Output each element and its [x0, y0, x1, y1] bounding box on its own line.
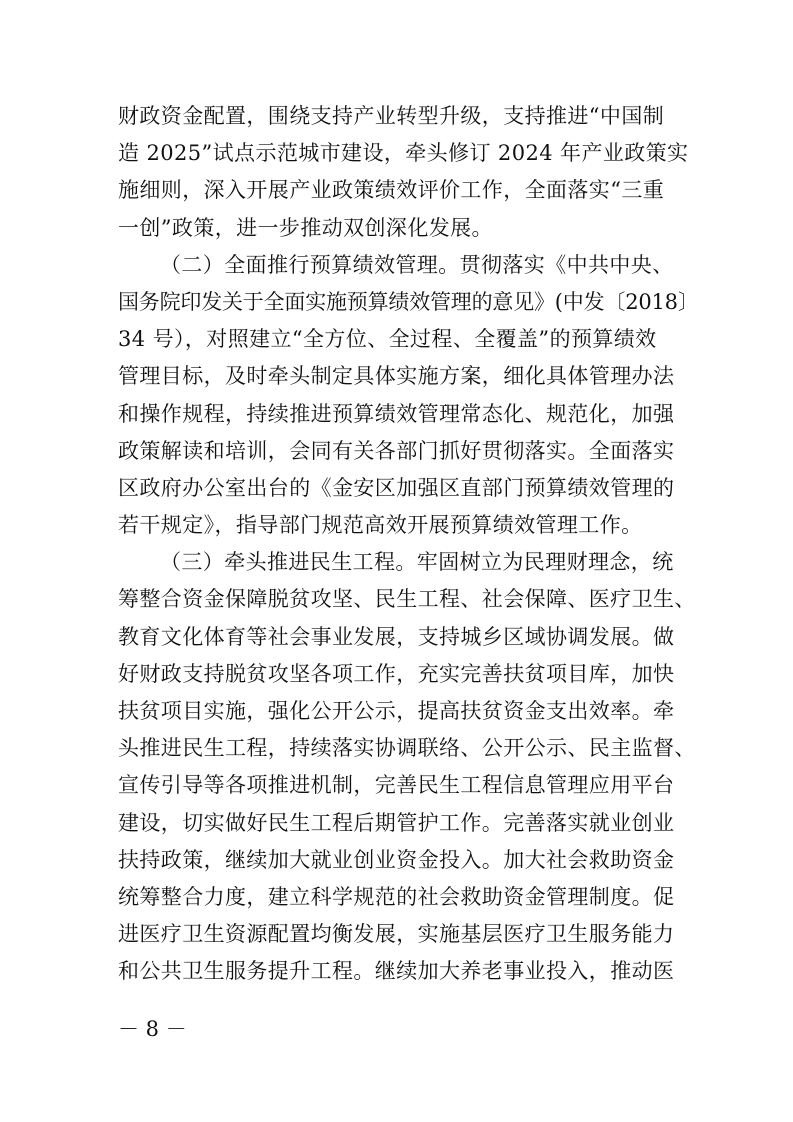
text-line: 宣传引导等各项推进机制，完善民生工程信息管理应用平台 [118, 773, 675, 798]
text-line: 好财政支持脱贫攻坚各项工作，充实完善扶贫项目库，加快 [118, 661, 675, 686]
page-number: － 8 － [118, 1017, 187, 1041]
text-line: 扶贫项目实施，强化公开公示，提高扶贫资金支出效率。牵 [118, 699, 675, 723]
text-line: 若干规定》，指导部门规范高效开展预算绩效管理工作。 [118, 513, 643, 538]
text-line: 34 号），对照建立“全方位、全过程、全覆盖”的预算绩效 [118, 327, 657, 352]
text-line: 区政府办公室出台的《金安区加强区直部门预算绩效管理的 [118, 475, 675, 500]
text-line: 一创”政策，进一步推动双创深化发展。 [118, 215, 493, 240]
text-line: 政策解读和培训，会同有关各部门抓好贯彻落实。全面落实 [118, 438, 675, 463]
text-line: 扶持政策，继续加大就业创业资金投入。加大社会救助资金 [118, 847, 675, 872]
text-line: 统筹整合力度，建立科学规范的社会救助资金管理制度。促 [118, 884, 675, 909]
text-line: 和公共卫生服务提升工程。继续加大养老事业投入，推动医 [118, 959, 675, 984]
text-line: 和操作规程，持续推进预算绩效管理常态化、规范化，加强 [118, 401, 675, 426]
text-line: 教育文化体育等社会事业发展，支持城乡区域协调发展。做 [118, 624, 675, 649]
text-line: 建设，切实做好民生工程后期管护工作。完善落实就业创业 [118, 810, 675, 835]
text-line: 国务院印发关于全面实施预算绩效管理的意见》(中发〔2018〕 [118, 289, 699, 314]
text-line: 施细则，深入开展产业政策绩效评价工作，全面落实“三重 [118, 178, 665, 203]
text-line: 头推进民生工程，持续落实协调联络、公开公示、民主监督、 [118, 736, 696, 761]
text-line: 造 2025”试点示范城市建设，牵头修订 2024 年产业政策实 [118, 141, 689, 166]
text-line: 财政资金配置，围绕支持产业转型升级，支持推进“中国制 [118, 104, 665, 128]
text-line: 管理目标，及时牵头制定具体实施方案，细化具体管理办法 [118, 364, 675, 389]
text-line: 筹整合资金保障脱贫攻坚、民生工程、社会保障、医疗卫生、 [118, 587, 696, 612]
document-body [118, 98, 699, 991]
section-heading-line: （二）全面推行预算绩效管理。贯彻落实《中共中央、 [160, 252, 674, 277]
text-line: 进医疗卫生资源配置均衡发展，实施基层医疗卫生服务能力 [118, 922, 675, 947]
section-heading-line: （三）牵头推进民生工程。牢固树立为民理财理念，统 [160, 550, 674, 575]
